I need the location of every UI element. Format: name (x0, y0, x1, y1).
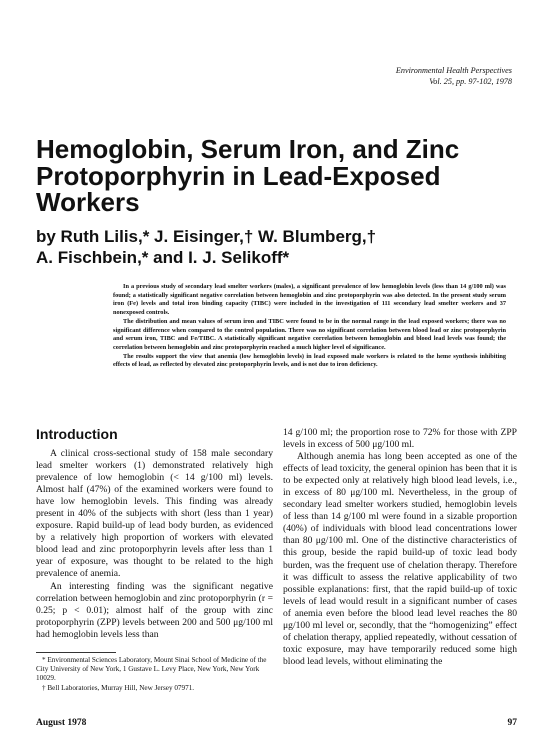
body-paragraph: A clinical cross-sectional study of 158 male secondary lead smelter workers (1) demonstrated relatively high prevalence of low hemoglobin (< 14 g/100 ml) levels. Almost half (47%) of the examined workers were found to have low hemoglobin levels. This finding was already present in 40% of the subjects with short (less than 1 year) exposure. Rapid build-up of lead body burden, as evidenced by a relatively high proportion of workers with elevated blood lead and zinc protoporphyrin levels after less than 1 year of exposure, was thought to be related to the high prevalence of anemia. (36, 448, 273, 580)
abstract-paragraph: The results support the view that anemia (low hemoglobin levels) in lead exposed male workers is related to the heme synthesis inhibiting effects of lead, as reflected by elevated zinc protoporphyrin levels, and is not due to iron deficiency. (113, 352, 506, 369)
journal-name: Environmental Health Perspectives (395, 66, 512, 75)
section-heading-introduction: Introduction (36, 426, 118, 442)
body-paragraph: Although anemia has long been accepted as one of the effects of lead toxicity, the general opinion has been that it is to be expected only at relatively high blood lead levels, i.e., in excess of 80 μg/100 ml. Nevertheless, in the group of secondary lead smelter workers studied, hemoglobin levels of less than 14 g/100 ml were found in a sizable proportion (40%) of individuals with blood lead concentrations lower than 80 μg/100 ml. One of the distinctive characteristics of this group, beside the rapid build-up of toxic lead body burden, was the frequent use of chelation therapy. Therefore it was difficult to assess the relative applicability of two possible explanations: first, that the rapid build-up of toxic levels of lead would result in a significant number of cases of anemia even before the blood lead level reaches the 80 μg/100 ml level or, secondly, that the “homogenizing” effect of chelation therapy, applied repeatedly, without cessation of toxic exposure, may have temporarily reduced some high blood lead levels, without eliminating the (283, 451, 517, 667)
abstract-paragraph: The distribution and mean values of serum iron and TIBC were found to be in the normal range in the lead exposed workers; there was no significant difference when compared to the control population. There was no significant correlation between blood lead or zinc protoporphyrin and serum iron, TIBC and Fe/TIBC. A statistically significant negative correlation between hemoglobin and blood lead levels was found; the correlation between hemoglobin and zinc protoporphyrin reached a much higher level of significance. (113, 317, 506, 351)
body-paragraph: 14 g/100 ml; the proportion rose to 72% for those with ZPP levels in excess of 500 μg/100 ml. (283, 427, 517, 451)
footnote: † Bell Laboratories, Murray Hill, New Jersey 07971. (42, 683, 195, 692)
journal-header (396, 66, 512, 87)
abstract-paragraph: In a previous study of secondary lead smelter workers (males), a significant prevalence of low hemoglobin levels (less than 14 g/100 ml) was found; a statistically significant negative correlation between hemoglobin and zinc protoporphyrin was also detected. In the present study serum iron (Fe) levels and total iron binding capacity (TIBC) were included in the investigation of 111 secondary lead smelter workers and 37 nonexposed controls. (113, 283, 506, 317)
page-number: 97 (507, 718, 517, 728)
author-line-1: by Ruth Lilis,* J. Eisinger,† W. Blumberg,† (36, 227, 377, 246)
footnotes (36, 656, 271, 693)
body-column-left (36, 448, 273, 641)
footnote-divider (36, 652, 116, 653)
author-line-2: A. Fischbein,* and I. J. Selikoff* (36, 248, 290, 267)
body-paragraph: An interesting finding was the significant negative correlation between hemoglobin and zinc protoporphyrin (r = 0.25; p < 0.01); almost half of the group with zinc protoporphyrin (ZPP) levels between 200 and 500 μg/100 ml had hemoglobin levels less than (36, 580, 273, 640)
journal-citation: Vol. 25, pp. 97-102, 1978 (429, 76, 512, 86)
author-list (36, 226, 506, 268)
footnote: * Environmental Sciences Laboratory, Mount Sinai School of Medicine of the City University of New York, 1 Gustave L. Levy Place, New York, New York 10029. (36, 656, 267, 683)
footer-date: August 1978 (36, 718, 87, 728)
article-title: Hemoglobin, Serum Iron, and Zinc Protoporphyrin in Lead-Exposed Workers (36, 134, 460, 217)
body-column-right (283, 427, 517, 668)
abstract (113, 283, 506, 370)
